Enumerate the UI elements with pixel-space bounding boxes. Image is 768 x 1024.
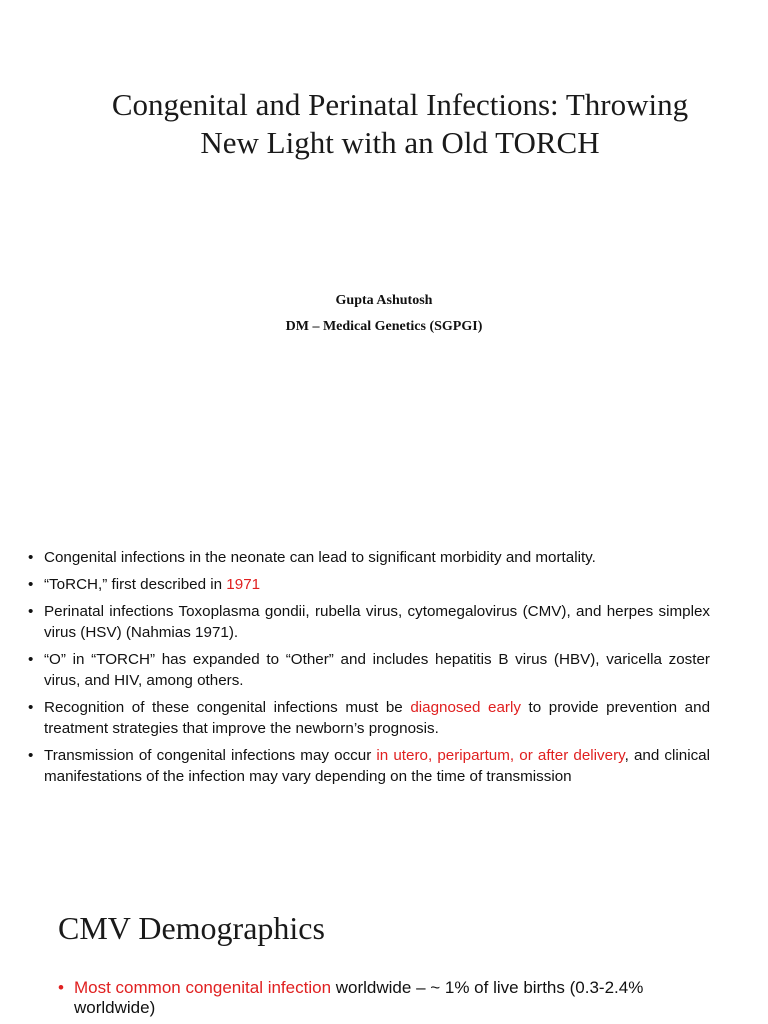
bullet-item — [28, 745, 710, 787]
slide-title — [40, 86, 760, 162]
bullet-item — [28, 547, 710, 568]
slide-title-line-2: New Light with an Old TORCH — [200, 125, 600, 160]
author-name: Gupta Ashutosh — [335, 293, 433, 308]
bullet-text: Transmission of congenital infections may occur — [44, 747, 377, 764]
bullet-text: Recognition of these congenital infections must be — [44, 699, 411, 716]
bullet-dot-icon: • — [28, 651, 34, 668]
bullet-text: Perinatal infections Toxoplasma gondii, rubella virus, cytomegalovirus (CMV), and herpes simplex virus (HSV) (Nahmias 1971). — [44, 603, 710, 641]
slide-title-line-1: Congenital and Perinatal Infections: Throwing — [111, 87, 689, 122]
bullet-text: Congenital infections in the neonate can lead to significant morbidity and mortality. — [44, 549, 596, 566]
highlight-text: 1971 — [226, 576, 261, 593]
highlight-text: in utero, peripartum, or after delivery — [376, 747, 625, 764]
bullet-dot-icon: • — [58, 978, 64, 997]
bullet-item — [28, 649, 710, 691]
highlight-text: diagnosed early — [410, 699, 521, 716]
bullet-text: “O” in “TORCH” has expanded to “Other” and includes hepatitis B virus (HBV), varicella zoster virus, and HIV, among others. — [44, 651, 710, 689]
intro-bullet-list — [28, 547, 710, 793]
bullet-dot-icon: • — [28, 747, 34, 764]
bullet-item — [28, 697, 710, 739]
cmv-bullet-list — [58, 978, 728, 1018]
bullet-dot-icon: • — [28, 699, 34, 716]
bullet-dot-icon: • — [28, 603, 34, 620]
author-affiliation: DM – Medical Genetics (SGPGI) — [285, 319, 483, 334]
bullet-item — [58, 978, 728, 1018]
bullet-dot-icon: • — [28, 549, 34, 566]
highlight-text: Most common congenital infection — [74, 978, 332, 997]
bullet-text: , and clinical manifestations of the infection may vary depending on the time of transmission — [44, 747, 710, 785]
bullet-text: worldwide – ~ 1% of live births (0.3-2.4% worldwide) — [74, 978, 644, 1017]
bullet-item — [28, 574, 710, 595]
bullet-text: “ToRCH,” first described in — [44, 576, 227, 593]
bullet-dot-icon: • — [28, 576, 34, 593]
bullet-text: to provide prevention and treatment strategies that improve the newborn’s prognosis. — [44, 699, 711, 737]
cmv-section-title: CMV Demographics — [58, 910, 325, 946]
bullet-item — [28, 601, 710, 643]
